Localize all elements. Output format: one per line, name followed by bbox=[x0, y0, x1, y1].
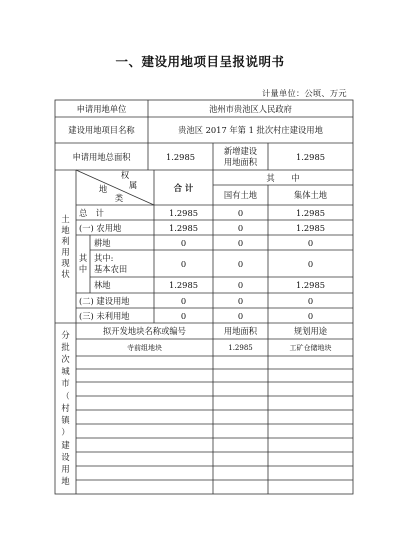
header-total: 合 计 bbox=[173, 182, 194, 193]
row-collective: 1.2985 bbox=[295, 222, 326, 233]
row-total: 1.2985 bbox=[168, 222, 199, 233]
applicant-value: 池州市贵池区人民政府 bbox=[209, 103, 292, 114]
row-state: 0 bbox=[237, 207, 244, 218]
header-among: 其 中 bbox=[266, 172, 300, 183]
project-name-label: 建设用地项目名称 bbox=[68, 125, 135, 135]
side-char: 中 bbox=[78, 264, 88, 274]
plot-name: 寺前组地块 bbox=[127, 343, 162, 352]
row-label bbox=[94, 250, 154, 277]
row-label: 耕地 bbox=[94, 237, 111, 248]
row-state: 0 bbox=[237, 310, 244, 321]
row-collective: 0 bbox=[307, 310, 314, 321]
plot-use-header: 规划用途 bbox=[293, 326, 328, 336]
row-total: 0 bbox=[180, 310, 187, 321]
side-char: 状 bbox=[61, 268, 70, 279]
new-area-label-line-2: 用地面积 bbox=[223, 156, 258, 167]
row-collective: 0 bbox=[307, 258, 314, 269]
side-char: 设 bbox=[61, 451, 70, 462]
side-char: 现 bbox=[61, 257, 70, 268]
project-name-value: 贵池区 2017 年第 1 批次村庄建设用地 bbox=[178, 125, 323, 135]
among-side-label bbox=[76, 235, 90, 293]
row-total: 0 bbox=[180, 295, 187, 306]
header-collective-land: 集体土地 bbox=[293, 190, 328, 200]
land-use-side-label bbox=[55, 170, 76, 323]
side-char: 分 bbox=[61, 329, 70, 340]
total-area-value: 1.2985 bbox=[165, 151, 196, 162]
row-total: 0 bbox=[180, 258, 187, 269]
row-label: (二) 建设用地 bbox=[79, 295, 130, 306]
row-state: 0 bbox=[237, 222, 244, 233]
side-char: 镇 bbox=[61, 415, 70, 426]
row-collective: 0 bbox=[307, 237, 314, 248]
header-lei: 类 bbox=[114, 193, 124, 203]
side-char: ） bbox=[61, 427, 70, 438]
row-label-line-2: 基本农田 bbox=[94, 263, 128, 274]
row-label: (一) 农用地 bbox=[79, 222, 122, 233]
plot-area-header: 用地面积 bbox=[223, 326, 258, 336]
new-area-value: 1.2985 bbox=[295, 151, 326, 162]
side-char: 用 bbox=[61, 246, 70, 257]
row-label: 总 计 bbox=[79, 207, 104, 218]
row-collective: 0 bbox=[307, 295, 314, 306]
row-state: 0 bbox=[237, 295, 244, 306]
side-char: （ bbox=[61, 390, 70, 401]
plot-name-header: 拟开发地块名称或编号 bbox=[103, 326, 186, 336]
new-area-label-line-1: 新增建设 bbox=[223, 145, 258, 156]
row-total: 1.2985 bbox=[168, 207, 199, 218]
header-di: 地 bbox=[98, 184, 108, 194]
side-char: 城 bbox=[61, 366, 70, 377]
row-label: 林地 bbox=[94, 280, 111, 290]
side-char: 村 bbox=[61, 402, 70, 413]
row-collective: 1.2985 bbox=[295, 280, 326, 290]
plot-area: 1.2985 bbox=[228, 343, 253, 352]
side-char: 地 bbox=[61, 224, 70, 235]
header-state-land: 国有土地 bbox=[223, 190, 258, 200]
row-label: (三) 未利用地 bbox=[79, 310, 130, 321]
side-char: 批 bbox=[61, 341, 70, 352]
side-char: 建 bbox=[61, 439, 70, 450]
row-state: 0 bbox=[237, 280, 244, 290]
row-state: 0 bbox=[237, 237, 244, 248]
row-total: 1.2985 bbox=[168, 280, 199, 290]
side-char: 市 bbox=[61, 378, 70, 389]
side-char: 土 bbox=[61, 213, 70, 224]
document-title: 一、建设用地项目呈报说明书 bbox=[115, 54, 285, 69]
row-collective: 1.2985 bbox=[295, 207, 326, 218]
row-label-line-1: 其中: bbox=[94, 252, 114, 263]
side-char: 其 bbox=[78, 253, 88, 263]
batch-side-label bbox=[55, 328, 76, 488]
unit-line: 计量单位：公顷、万元 bbox=[262, 88, 347, 98]
row-state: 0 bbox=[237, 258, 244, 269]
side-char: 地 bbox=[61, 476, 70, 487]
header-quan: 权 bbox=[120, 170, 130, 180]
plot-use: 工矿仓储地块 bbox=[289, 343, 332, 352]
side-char: 用 bbox=[61, 463, 70, 474]
new-area-label bbox=[213, 143, 268, 170]
header-shu: 属 bbox=[128, 180, 138, 190]
side-char: 利 bbox=[61, 235, 70, 246]
applicant-label: 申请用地单位 bbox=[76, 103, 127, 114]
side-char: 次 bbox=[61, 354, 70, 365]
total-area-label: 申请用地总面积 bbox=[72, 151, 131, 162]
row-total: 0 bbox=[180, 237, 187, 248]
